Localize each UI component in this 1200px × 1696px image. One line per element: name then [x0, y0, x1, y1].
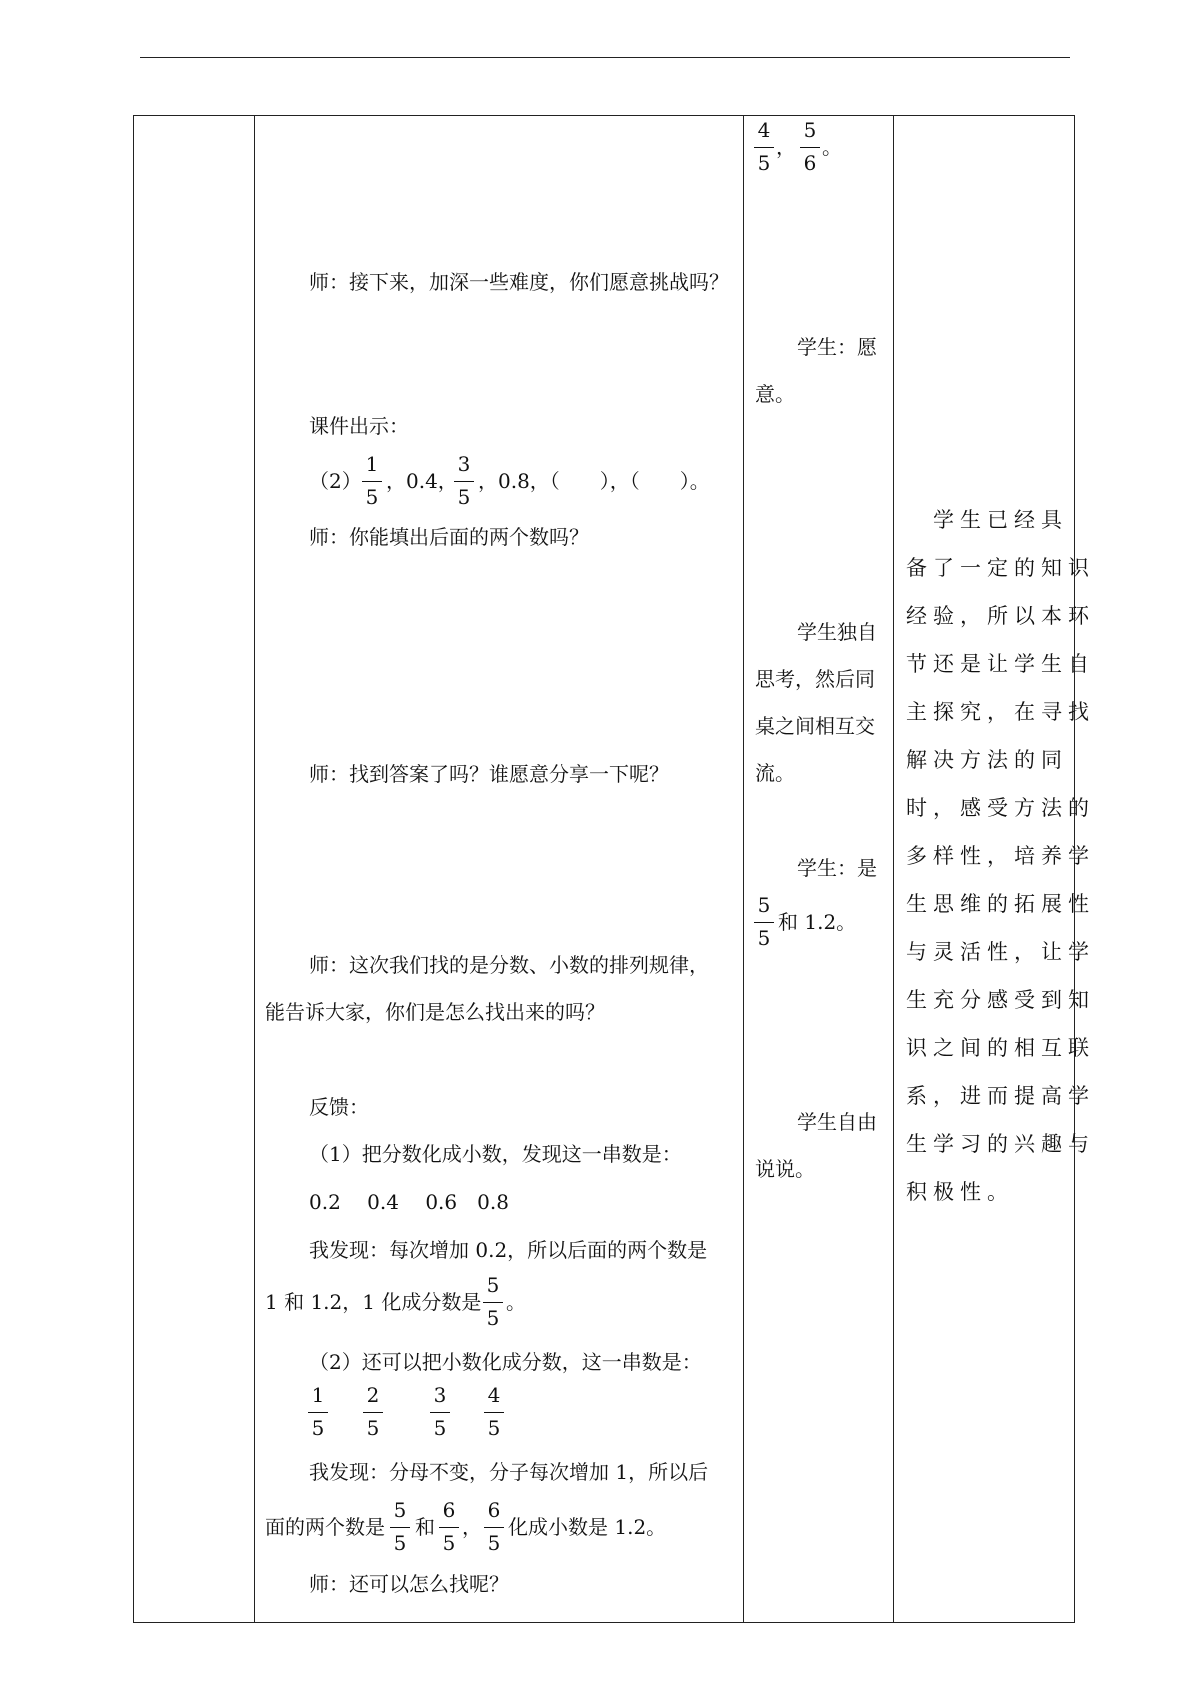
fraction-5-5: 5 5 — [388, 1498, 412, 1557]
teacher-line-2: 师：你能填出后面的两个数吗？ — [309, 525, 589, 549]
design-intent-line: 备了一定的知识 — [906, 556, 1095, 580]
design-intent-line: 生充分感受到知 — [906, 988, 1095, 1012]
decimal-series: 0.2 0.4 0.6 0.8 — [309, 1190, 509, 1214]
feedback-item-1: （1）把分数化成小数，发现这一串数是： — [309, 1142, 682, 1166]
fraction-6-5: 6 5 — [437, 1498, 461, 1557]
finding-1b: 1 和 1.2，1 化成分数是 — [265, 1290, 482, 1314]
design-intent-line: 识之间的相互联 — [906, 1036, 1095, 1060]
teacher-line-4b: 能告诉大家，你们是怎么找出来的吗？ — [265, 1000, 605, 1024]
design-intent-line: 与灵活性，让学 — [906, 940, 1095, 964]
response-willing-line-2: 意。 — [755, 382, 795, 406]
teacher-line-3: 师：找到答案了吗？谁愿意分享一下呢？ — [309, 762, 669, 786]
question-2-mid: ，0.4， — [386, 469, 458, 493]
response-free-line-1: 学生自由 — [797, 1110, 877, 1134]
column-divider-1 — [254, 115, 255, 1623]
response-think-line-3: 桌之间相互交 — [755, 714, 875, 738]
series-fraction: 2 5 — [361, 1383, 385, 1442]
response-answer-line-1: 学生：是 — [797, 856, 877, 880]
header-rule — [140, 57, 1070, 58]
series-fraction: 1 5 — [306, 1383, 330, 1442]
response-think-line-1: 学生独自 — [797, 620, 877, 644]
courseware-label: 课件出示： — [309, 414, 409, 438]
teacher-line-1: 师：接下来，加深一些难度，你们愿意挑战吗？ — [309, 270, 729, 294]
series-fraction: 4 5 — [482, 1383, 506, 1442]
design-intent-line: 积极性。 — [906, 1180, 1014, 1204]
fraction-6-5: 6 5 — [482, 1498, 506, 1557]
finding-2-end: 化成小数是 1.2。 — [508, 1515, 667, 1539]
fraction-5-5: 5 5 — [481, 1273, 505, 1332]
response-think-line-2: 思考，然后同 — [755, 667, 875, 691]
separator: ， — [776, 135, 796, 159]
question-2-rest: ，0.8，（ ），（ ）。 — [478, 469, 710, 493]
finding-2-and: 和 — [415, 1515, 435, 1539]
design-intent-line: 时，感受方法的 — [906, 796, 1095, 820]
finding-2a: 我发现：分母不变，分子每次增加 1，所以后 — [309, 1460, 709, 1484]
period: 。 — [822, 135, 842, 159]
response-answer-rest: 和 1.2。 — [778, 910, 857, 934]
design-intent-line: 学生已经具 — [933, 508, 1068, 532]
series-fraction: 3 5 — [428, 1383, 452, 1442]
fraction-3-5: 3 5 — [452, 452, 476, 511]
response-think-line-4: 流。 — [755, 761, 795, 785]
finding-1a: 我发现：每次增加 0.2，所以后面的两个数是 — [309, 1238, 708, 1262]
design-intent-line: 生思维的拓展性 — [906, 892, 1095, 916]
lesson-table — [133, 115, 1075, 1623]
response-free-line-2: 说说。 — [755, 1157, 815, 1181]
feedback-label: 反馈： — [309, 1095, 369, 1119]
fraction-4-5: 4 5 — [752, 118, 776, 177]
column-divider-3 — [893, 115, 894, 1623]
fraction-5-6: 5 6 — [798, 118, 822, 177]
design-intent-line: 解决方法的同 — [906, 748, 1068, 772]
design-intent-line: 节还是让学生自 — [906, 652, 1095, 676]
finding-2b: 面的两个数是 — [265, 1515, 385, 1539]
design-intent-line: 生学习的兴趣与 — [906, 1132, 1095, 1156]
question-2-prefix: （2） — [309, 469, 362, 493]
response-willing-line-1: 学生：愿 — [797, 335, 877, 359]
finding-2-comma: ， — [462, 1515, 482, 1539]
design-intent-line: 系，进而提高学 — [906, 1084, 1095, 1108]
feedback-item-2: （2）还可以把小数化成分数，这一串数是： — [309, 1350, 702, 1374]
finding-1-end: 。 — [506, 1290, 526, 1314]
fraction-1-5: 1 5 — [360, 452, 384, 511]
design-intent-line: 多样性，培养学 — [906, 844, 1095, 868]
column-divider-2 — [743, 115, 744, 1623]
design-intent-line: 经验，所以本环 — [906, 604, 1095, 628]
design-intent-line: 主探究，在寻找 — [906, 700, 1095, 724]
teacher-line-5: 师：还可以怎么找呢？ — [309, 1572, 509, 1596]
teacher-line-4a: 师：这次我们找的是分数、小数的排列规律， — [309, 953, 709, 977]
fraction-5-5: 5 5 — [752, 893, 776, 952]
